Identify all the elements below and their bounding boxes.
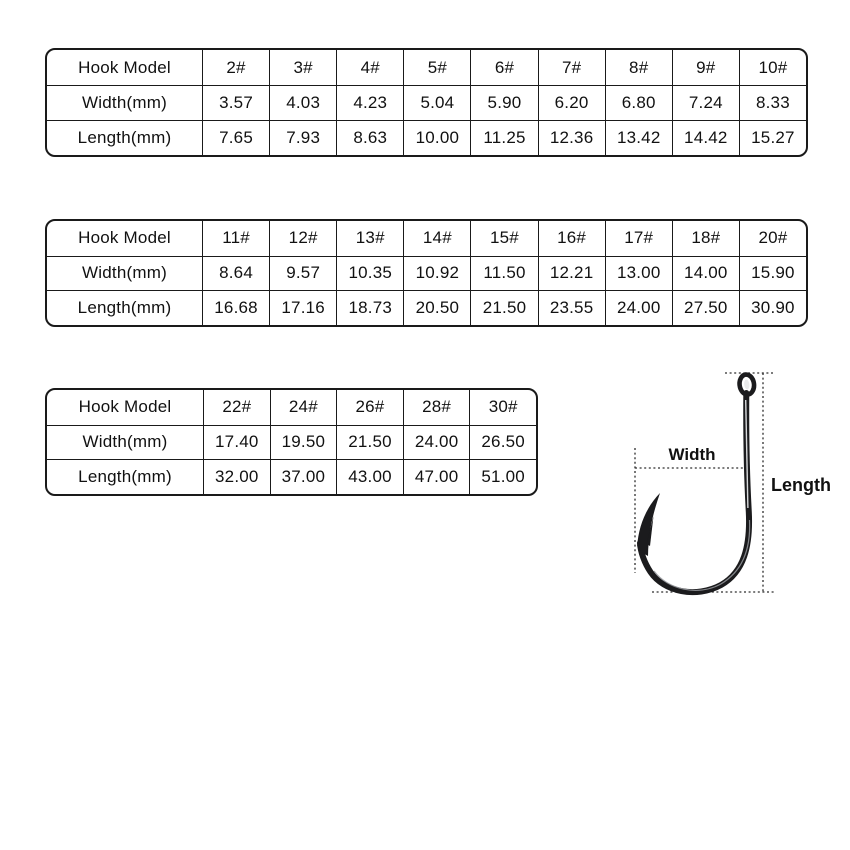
table-header-cell: 9# [672, 50, 739, 85]
value-cell: 51.00 [469, 459, 536, 494]
value-cell: 4.03 [269, 85, 336, 120]
width-label: Width [668, 445, 716, 464]
value-cell: 7.93 [269, 120, 336, 155]
value-cell: 11.50 [470, 256, 537, 291]
value-cell: 8.33 [739, 85, 806, 120]
value-cell: 32.00 [203, 459, 270, 494]
row-label: Width(mm) [47, 425, 203, 460]
value-cell: 19.50 [270, 425, 337, 460]
table-header-label: Hook Model [78, 228, 171, 248]
value-cell: 13.00 [605, 256, 672, 291]
value-cell: 9.57 [269, 256, 336, 291]
bend-highlight [654, 520, 750, 590]
row-label: Width(mm) [47, 85, 202, 120]
value-cell: 5.90 [470, 85, 537, 120]
table-header-cell: 22# [203, 390, 270, 425]
hook-shank-and-bend [640, 393, 749, 592]
value-cell: 8.64 [202, 256, 269, 291]
table-header-cell: 8# [605, 50, 672, 85]
table-header-cell: 14# [403, 221, 470, 256]
table-header-cell: 2# [202, 50, 269, 85]
value-cell: 13.42 [605, 120, 672, 155]
value-cell: 4.23 [336, 85, 403, 120]
table-header-label: Hook Model [78, 397, 172, 417]
table-header-cell: 18# [672, 221, 739, 256]
value-cell: 7.65 [202, 120, 269, 155]
table-header-cell: 15# [470, 221, 537, 256]
hook-point [637, 493, 660, 556]
table-header-cell: 17# [605, 221, 672, 256]
table-header-cell: 6# [470, 50, 537, 85]
value-cell: 17.16 [269, 290, 336, 325]
value-cell: 18.73 [336, 290, 403, 325]
value-cell: 10.92 [403, 256, 470, 291]
value-cell: 8.63 [336, 120, 403, 155]
value-cell: 17.40 [203, 425, 270, 460]
row-label: Width(mm) [47, 256, 202, 291]
table-header-label: Hook Model [78, 57, 171, 77]
row-label: Length(mm) [47, 290, 202, 325]
value-cell: 37.00 [270, 459, 337, 494]
value-cell: 26.50 [469, 425, 536, 460]
value-cell: 11.25 [470, 120, 537, 155]
table-header-cell: 11# [202, 221, 269, 256]
table-header-cell: 13# [336, 221, 403, 256]
value-cell: 15.90 [739, 256, 806, 291]
spec-table-sizes-22-30 [45, 388, 538, 496]
table-header-cell: 5# [403, 50, 470, 85]
table-header-cell: 30# [469, 390, 536, 425]
value-cell: 10.35 [336, 256, 403, 291]
value-cell: 20.50 [403, 290, 470, 325]
table-header-cell: 3# [269, 50, 336, 85]
row-label: Length(mm) [47, 459, 203, 494]
value-cell: 6.80 [605, 85, 672, 120]
value-cell: 27.50 [672, 290, 739, 325]
value-cell: 12.36 [538, 120, 605, 155]
row-label: Length(mm) [47, 120, 202, 155]
table-header-cell: 26# [336, 390, 403, 425]
value-cell: 23.55 [538, 290, 605, 325]
value-cell: 12.21 [538, 256, 605, 291]
value-cell: 16.68 [202, 290, 269, 325]
value-cell: 21.50 [470, 290, 537, 325]
table-header-cell: 16# [538, 221, 605, 256]
table-header-cell: 7# [538, 50, 605, 85]
table-header-cell: 24# [270, 390, 337, 425]
value-cell: 43.00 [336, 459, 403, 494]
value-cell: 24.00 [605, 290, 672, 325]
length-label: Length [771, 475, 831, 495]
spec-table-sizes-11-20 [45, 219, 808, 327]
value-cell: 5.04 [403, 85, 470, 120]
value-cell: 14.00 [672, 256, 739, 291]
value-cell: 6.20 [538, 85, 605, 120]
hook-measurement-diagram [600, 360, 850, 622]
table-header-cell: 4# [336, 50, 403, 85]
value-cell: 21.50 [336, 425, 403, 460]
value-cell: 30.90 [739, 290, 806, 325]
spec-table-sizes-2-10 [45, 48, 808, 157]
eye-hole [744, 379, 750, 390]
value-cell: 14.42 [672, 120, 739, 155]
table-header-cell: 12# [269, 221, 336, 256]
value-cell: 7.24 [672, 85, 739, 120]
value-cell: 24.00 [403, 425, 470, 460]
table-header-cell: 28# [403, 390, 470, 425]
value-cell: 15.27 [739, 120, 806, 155]
table-header-cell: 20# [739, 221, 806, 256]
value-cell: 47.00 [403, 459, 470, 494]
table-header-cell: 10# [739, 50, 806, 85]
value-cell: 3.57 [202, 85, 269, 120]
value-cell: 10.00 [403, 120, 470, 155]
